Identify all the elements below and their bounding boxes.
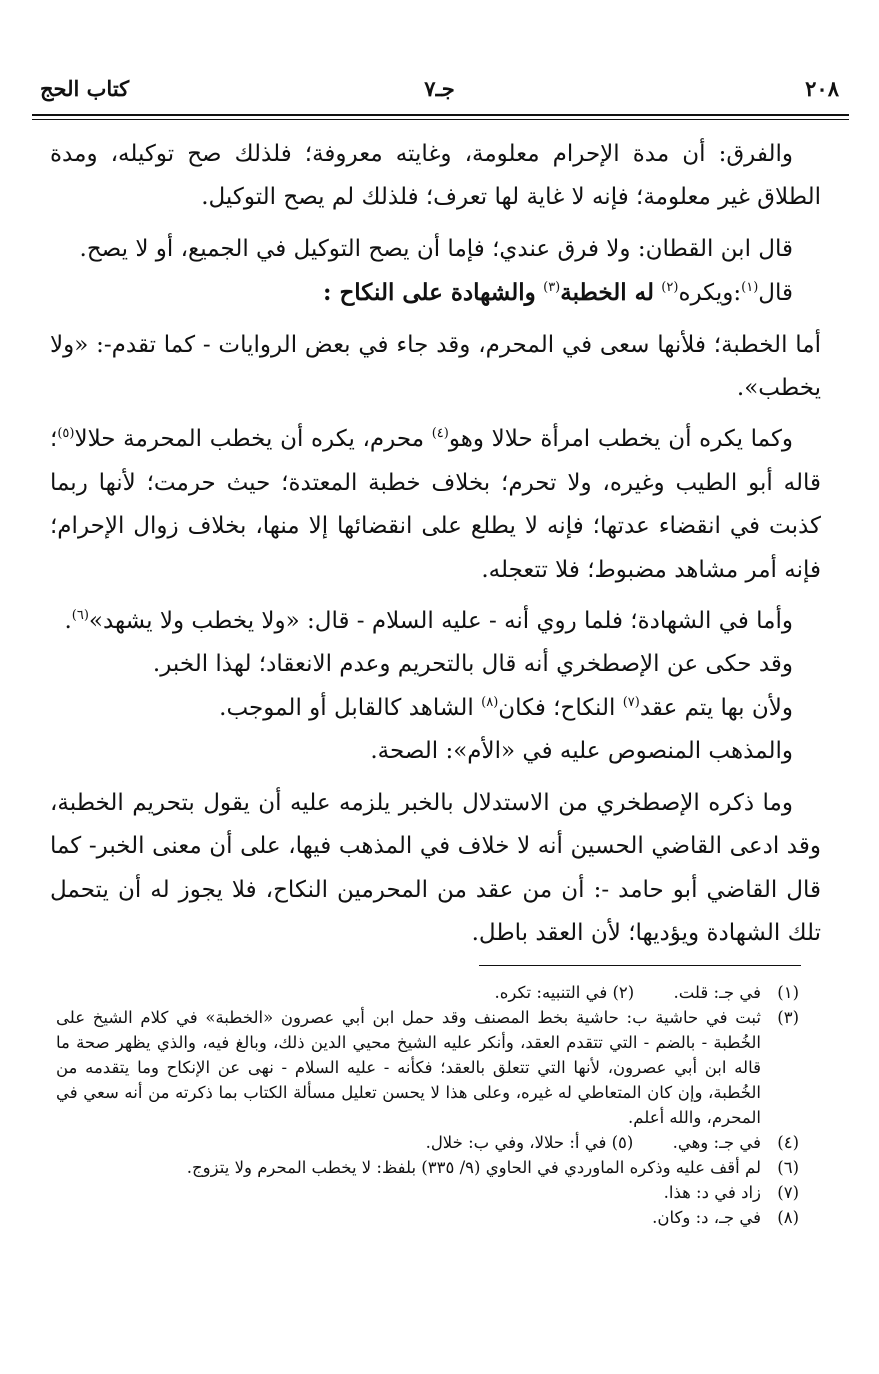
- footnote-ref-8[interactable]: (٨): [481, 694, 499, 710]
- text-run: .: [64, 608, 72, 635]
- footnote-number: (٦): [777, 1158, 799, 1177]
- footnote-ref-6[interactable]: (٦): [71, 608, 89, 624]
- footnote-1-2: [56, 980, 799, 1005]
- matn-text: له الخطبة: [560, 279, 654, 307]
- paragraph-7: وقد حكى عن الإصطخري أنه قال بالتحريم وعدم الانعقاد؛ لهذا الخبر.: [152, 651, 793, 678]
- footnote-ref-1[interactable]: (١): [741, 280, 759, 296]
- paragraph-3: [50, 271, 821, 315]
- footnote-separator: [479, 965, 801, 966]
- footnote-ref-2[interactable]: (٢): [661, 280, 679, 296]
- footnote-number: (٣): [777, 1008, 799, 1027]
- header-rule-thick: [32, 114, 849, 116]
- footnote-text: ثبت في حاشية ب: حاشية بخط المصنف وقد حمل ابن أبي عصرون «الخطبة» في كلام الشيخ على الخُطبة - بالضم - التي تتقدم العقد، وأنكر عليه الشيخ محيي الدين ذلك، وبالغ فيه، والذي يظهر صحة ما قاله ابن أبي عصرون، لأنها التي تتعلق بالعقد؛ فكأنه - عليه السلام - نهى عن الإنكاح وما يتقدمه من الخُطبة، وإن كان المتعاطي له غيره، وعلى هذا لا يحسن تعليل مسألة الكتاب بما ذكرته من أنه سعي في المحرم، والله أعلم.: [56, 1008, 761, 1127]
- footnote-number: (٧): [777, 1183, 799, 1202]
- paragraph-1: والفرق: أن مدة الإحرام معلومة، وغايته معروفة؛ فلذلك صح توكيله، ومدة الطلاق غير معلومة؛ فإنه لا غاية لها تعرف؛ فلذلك لم يصح التوكيل.: [50, 141, 821, 211]
- paragraph-4: أما الخطبة؛ فلأنها سعى في المحرم، وقد جاء في بعض الروايات - كما تقدم-: «ولا يخطب».: [50, 331, 821, 402]
- paragraph-5: [50, 418, 821, 592]
- footnote-ref-7[interactable]: (٧): [622, 694, 640, 710]
- text-run: ؛ قاله أبو الطيب وغيره، ولا تحرم؛ بخلاف خطبة المعتدة؛ حيث حرمت؛ لأنها ربما كذبت في انقضاء عدتها؛ فإنه لا يطلع على انقضائها إلا منها، بخلاف زوال الإحرام؛ فإنه أمر مشاهد مضبوط؛ فلا تتعجله.: [50, 426, 821, 583]
- footnote-text: في جـ، د: وكان.: [652, 1208, 761, 1227]
- footnote-text: لم أقف عليه وذكره الماوردي في الحاوي (٩/ ٣٣٥) بلفظ: لا يخطب المحرم ولا يتزوج.: [186, 1158, 761, 1177]
- footnote-3: [56, 1005, 799, 1130]
- footnote-number: (١): [777, 983, 799, 1002]
- volume-label: جـ٧: [424, 76, 455, 101]
- footnote-number: (٤): [777, 1133, 799, 1152]
- text-run: :ويكره: [678, 280, 742, 307]
- footnote-ref-4[interactable]: (٤): [431, 426, 449, 442]
- paragraph-2: قال ابن القطان: ولا فرق عندي؛ فإما أن يصح التوكيل في الجميع، أو لا يصح.: [79, 235, 793, 262]
- footnote-number: (٢): [612, 983, 635, 1002]
- page-header: [40, 70, 839, 110]
- footnote-8: [56, 1205, 799, 1230]
- main-text: [50, 133, 821, 955]
- book-title: كتاب الحج: [40, 76, 130, 101]
- footnote-text: في جـ: وهي.: [672, 1133, 761, 1152]
- text-run: الشاهد كالقابل أو الموجب.: [219, 694, 474, 721]
- text-run: قال: [758, 280, 793, 307]
- paragraph-9: والمذهب المنصوص عليه في «الأم»: الصحة.: [370, 738, 793, 765]
- footnote-text: زاد في د: هذا.: [663, 1183, 761, 1202]
- paragraph-8: [50, 687, 821, 730]
- footnote-text: في جـ: قلت.: [673, 983, 761, 1002]
- text-run: وأما في الشهادة؛ فلما روي أنه - عليه السلام - قال: «ولا يخطب ولا يشهد»: [88, 608, 793, 635]
- text-run: وكما يكره أن يخطب امرأة حلالا وهو: [448, 426, 794, 453]
- footnote-7: [56, 1180, 799, 1205]
- footnote-number: (٨): [777, 1208, 799, 1227]
- text-run: ولأن بها يتم عقد: [639, 694, 793, 721]
- footnote-number: (٥): [611, 1133, 634, 1152]
- footnote-ref-5[interactable]: (٥): [57, 426, 75, 442]
- text-run: النكاح؛ فكان: [498, 694, 616, 721]
- header-rule-thin: [32, 119, 849, 120]
- footnote-text: في التنبيه: تكره.: [494, 983, 608, 1002]
- footnotes: [56, 980, 799, 1230]
- paragraph-6: [50, 600, 821, 643]
- page-number: ٢٠٨: [805, 76, 839, 101]
- footnote-4-5: [56, 1130, 799, 1155]
- matn-text: والشهادة على النكاح :: [322, 279, 536, 307]
- footnote-ref-3[interactable]: (٣): [543, 280, 561, 296]
- footnote-text: في أ: حلالا، وفي ب: خلال.: [425, 1133, 607, 1152]
- paragraph-10: وما ذكره الإصطخري من الاستدلال بالخبر يلزمه عليه أن يقول بتحريم الخطبة، وقد ادعى القاضي الحسين أنه لا خلاف في المذهب فيها، على أن معنى الخبر- كما قال القاضي أبو حامد -: أن من عقد من المحرمين النكاح، فلا يجوز له أن يتحمل تلك الشهادة ويؤديها؛ لأن العقد باطل.: [50, 789, 821, 946]
- footnote-6: [56, 1155, 799, 1180]
- text-run: محرم، يكره أن يخطب المحرمة حلالا: [74, 426, 425, 453]
